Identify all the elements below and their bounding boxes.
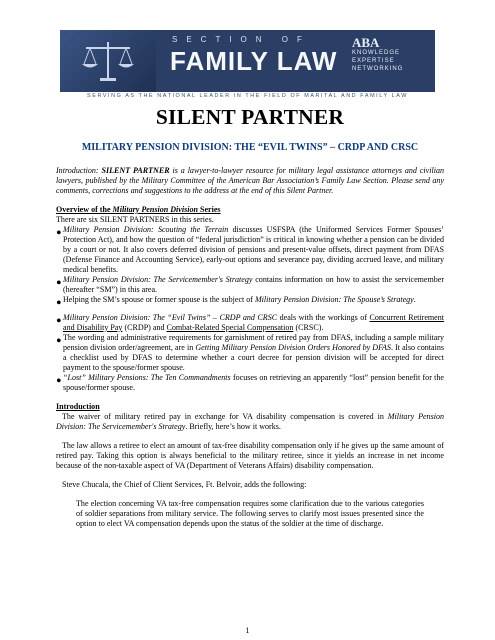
intro-paragraph — [56, 166, 444, 196]
section-of-text: SECTION OF — [172, 35, 311, 44]
introduction-paragraph-2: The law allows a retiree to elect an amount of tax-free disability compensation only if he gives up the same amount of retired pay. Taking this option is always beneficial to the military retiree, since it yields an increase in net income because of the non-taxable aspect of VA (Department of Veterans Affairs) disability compensation. — [56, 441, 444, 470]
bullet-icon: • — [56, 295, 62, 312]
crdp-term: Concurrent Retirement and Disability Pay — [63, 313, 444, 332]
series-title-2: Military Pension Division: The Servicemember's Strategy — [63, 275, 253, 284]
family-law-text: FAMILY LAW — [170, 46, 338, 76]
aba-line-knowledge: KNOWLEDGE — [352, 50, 401, 56]
bullet-icon: • — [56, 313, 62, 330]
crsc-term: Combat-Related Special Compensation — [166, 323, 294, 332]
scales-of-justice-logo — [60, 30, 156, 92]
series-item-6 — [56, 373, 444, 393]
series-item-5 — [56, 333, 444, 373]
introduction-paragraph-1 — [56, 412, 444, 432]
aba-knowledge-block — [352, 36, 403, 73]
introduction-paragraph-3: Steve Chucala, the Chief of Client Services, Ft. Belvoir, adds the following: — [62, 480, 307, 489]
series-item-3 — [56, 295, 444, 313]
page-number: 1 — [245, 626, 250, 635]
intro-publication-name: SILENT PARTNER — [101, 166, 170, 175]
bullet-icon: • — [56, 275, 62, 292]
series-title-3: Military Pension Division: The Spouse’s Strategy — [254, 295, 414, 304]
series-text-3: Helping the SM’s spouse or former spouse is the subject of — [63, 295, 255, 304]
intro-p1-pre: The waiver of military retired pay in exchange for VA disability compensation is covered in — [62, 412, 388, 421]
intro-p1-post: . Briefly, here’s how it works. — [185, 422, 281, 431]
series-text-3-end: . — [413, 295, 416, 304]
banner-tagline: SERVING AS THE NATIONAL LEADER IN THE FIELD OF MARITAL AND FAMILY LAW — [87, 93, 408, 99]
series-item-2 — [56, 275, 444, 295]
document-body — [56, 100, 444, 529]
overview-heading-italic: Military Pension Division — [112, 205, 198, 214]
overview-heading-post: Series — [197, 205, 221, 214]
overview-heading-pre: Overview of the — [56, 205, 113, 214]
series-item-4 — [56, 313, 444, 333]
section-banner — [60, 30, 435, 92]
intro-p1-italic: Military Pension Division: The Servicemember's Strategy — [56, 412, 444, 431]
bullet-icon: • — [56, 333, 62, 350]
document-title: SILENT PARTNER — [155, 105, 345, 129]
overview-line: There are six SILENT PARTNERS in this series. — [56, 215, 214, 224]
aba-line-networking: NETWORKING — [352, 66, 404, 72]
aba-logo: ABA — [352, 35, 380, 50]
bullet-icon: • — [56, 225, 62, 242]
series-text-4-end: (CRSC). — [293, 323, 324, 332]
document-subtitle: MILITARY PENSION DIVISION: THE “EVIL TWINS” – CRDP AND CRSC — [81, 142, 419, 153]
series-title-4: Military Pension Division: The “Evil Twins” – CRDP and CRSC — [63, 313, 278, 322]
overview-heading — [56, 205, 444, 215]
series-title-1: Military Pension Division: Scouting the Terrain — [63, 225, 229, 234]
series-text-4-mid: (CRDP) and — [122, 323, 167, 332]
chucala-quote: The election concerning VA tax-free compensation requires some clarification due to the various categories of soldier separations from military service. The following serves to clarify most issues presented since the option to elect VA compensation depends upon the status of the soldier at the time of discharge. — [76, 499, 424, 528]
series-text-6: focuses on retrieving an apparently “lost” pension benefit for the spouse/former spouse. — [63, 373, 444, 392]
intro-lead: Introduction: — [56, 166, 102, 175]
series-text-4: deals with the workings of — [277, 313, 370, 322]
introduction-heading: Introduction — [56, 402, 100, 411]
series-text-5: The wording and administrative requirements for garnishment of retired pay from DFAS, including a sample military pension division order/agreement, are in — [63, 333, 444, 352]
intro-rest: is a lawyer-to-lawyer resource for military legal assistance attorneys and civilian lawyers, published by the Military Committee of the American Bar Association’s Family Law Section. Please send any comments, corrections and suggestions to the address at the end of this Silent Partner. — [56, 166, 444, 195]
aba-line-expertise: EXPERTISE — [352, 58, 395, 64]
series-text-2: contains information on how to assist the servicemember (hereafter “SM”) in this area. — [63, 275, 445, 294]
series-title-5: Getting Military Pension Division Orders Honored by DFAS — [195, 343, 391, 352]
series-text-1: discusses USFSPA (the Uniformed Services Former Spouses’ Protection Act), and how the question of “federal jurisdiction” is critical in knowing whether a pension can be divided by a court or not. It also covers deferred division of pensions and present-value offsets, direct payment from DFAS (Defense Finance and Accounting Service), early-out options and severance pay, dividing accrued leave, and military medical benefits. — [63, 225, 444, 274]
series-title-6: “Lost” Military Pensions: The Ten Commandments — [63, 373, 231, 382]
series-text-5-end: . It also contains a checklist used by DFAS to determine whether a court decree for pension division will be accepted for direct payment to the spouse/former spouse. — [63, 343, 444, 372]
bullet-icon: • — [56, 373, 62, 390]
scales-icon — [78, 38, 138, 84]
series-item-1 — [56, 225, 444, 275]
